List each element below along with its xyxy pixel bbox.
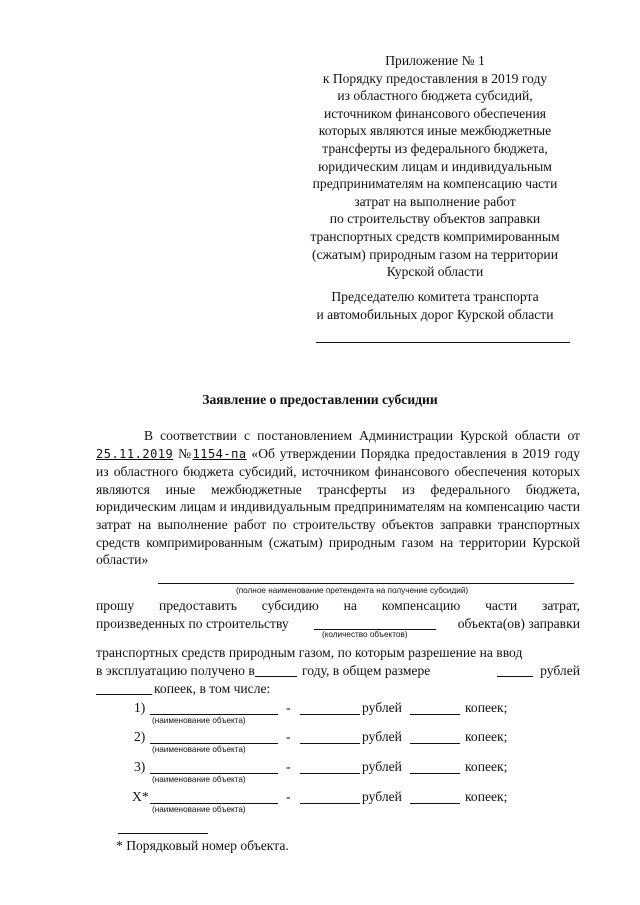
construction-line-end: объекта(ов) заправки xyxy=(457,616,580,631)
annex-heading xyxy=(290,52,580,281)
annex-line: трансферты из федерального бюджета, xyxy=(322,140,548,156)
resolution-number: 1154-па xyxy=(192,446,247,461)
object-name-field[interactable] xyxy=(150,803,278,804)
applicant-caption: (полное наименование претендента на получение субсидий) xyxy=(236,586,469,595)
object-kopecks-field[interactable] xyxy=(410,743,460,744)
received-line-end: рублей xyxy=(540,663,580,678)
recipient-line: и автомобильных дорог Курской области xyxy=(316,306,554,322)
annex-line: Приложение № 1 xyxy=(385,53,485,68)
object-kopecks-field[interactable] xyxy=(410,803,460,804)
recipient-line: Председателю комитета транспорта xyxy=(331,289,539,304)
object-rubles-field[interactable] xyxy=(300,743,360,744)
applicant-name-field[interactable] xyxy=(158,583,574,584)
object-name-field[interactable] xyxy=(150,773,278,774)
annex-line: из областного бюджета субсидий, xyxy=(337,88,533,104)
transport-line: транспортных средств природным газом, по которым разрешение на ввод xyxy=(96,645,523,660)
object-name-field[interactable] xyxy=(150,714,278,715)
annex-line: юридическим лицам и индивидуальным xyxy=(318,158,552,174)
object-kopecks-field[interactable] xyxy=(410,773,460,774)
annex-line: к Порядку предоставления в 2019 году xyxy=(322,70,548,86)
annex-line: источником финансового обеспечения xyxy=(324,105,546,121)
total-kopecks-field[interactable] xyxy=(96,694,152,695)
resolution-date: 25.11.2019 xyxy=(96,446,174,461)
annex-line: транспортных средств компримированным xyxy=(310,228,560,244)
count-caption: (количество объектов) xyxy=(322,630,408,639)
year-field[interactable] xyxy=(255,676,297,677)
footnote: * Порядковый номер объекта. xyxy=(116,838,289,853)
construction-line: произведенных по строительству xyxy=(96,616,289,631)
annex-line: по строительству объектов заправки xyxy=(329,211,541,227)
object-rubles-field[interactable] xyxy=(300,714,360,715)
kopecks-line: копеек, в том числе: xyxy=(154,681,271,696)
received-line: в эксплуатацию получено в xyxy=(96,663,255,678)
document-title: Заявление о предоставлении субсидии xyxy=(202,392,438,407)
recipient-name-field[interactable] xyxy=(316,342,570,343)
footnote-divider xyxy=(118,833,208,834)
request-line: прошу предоставить субсидию на компенсацию части затрат, xyxy=(96,598,580,613)
annex-line: которых являются иные межбюджетные xyxy=(318,123,552,139)
object-kopecks-field[interactable] xyxy=(410,714,460,715)
received-line-mid: году, в общем размере xyxy=(302,663,431,678)
object-rubles-field[interactable] xyxy=(300,803,360,804)
annex-line: затрат на выполнение работ xyxy=(354,193,516,209)
object-name-field[interactable] xyxy=(150,743,278,744)
object-rubles-field[interactable] xyxy=(300,773,360,774)
annex-line: Курской области xyxy=(386,264,484,280)
total-rubles-field[interactable] xyxy=(497,676,533,677)
document-page: Приложение № 1 к Порядку предоставления в 2019 году из областного бюджета субсидий, источником финансового обеспечения которых являются иные межбюджетные трансферты из федерального бюджета, юридическим лицам и индивидуальным предпринимателям на компенсацию части затрат на выполнение работ по строительству объектов заправки транспортных средств компримированным (сжатым) природным газом на территории Курской области Председателю комитета транспорта и автомобильных дорог Курской области Заявление о предоставлении субсидии В соответствии с постановлением Администрации Курской области от 25.11.2019 №1154-па «Об утверждении Порядка предоставления в 2019 году из областного бюджета субсидий, источником финансового обеспечения которых являются иные межбюджетные трансферты из федерального бюджета, юридическим лицам и индивидуальным предпринимателям на компенсацию части затрат на выполнение работ по строительству объектов заправки транспортных средств компримированным (сжатым) природным газом на территории Курской области» (полное наименование претендента на получение субсидий) прошу предоставить субсидию на компенсацию части затрат, произведенных по строительству объекта(ов) заправки (количество объектов) транспортных средств природным газом, по которым разрешение на ввод в эксплуатацию получено в году, в общем размере рублей копеек, в том числе: 1) - рублей копеек; (наименование объекта) 2) - рублей копеек; (наименование объекта) 3) - рублей копеек; (наименование объекта) Х* - рублей копеек; (наименование объекта) * Порядковый номер объекта. xyxy=(0,0,640,905)
annex-line: (сжатым) природным газом на территории xyxy=(311,246,558,262)
recipient-block xyxy=(290,288,580,323)
annex-line: предпринимателям на компенсацию части xyxy=(312,176,558,192)
statement-paragraph: В соответствии с постановлением Администрации Курской области от 25.11.2019 №1154-па «Об утверждении Порядка предоставления в 2019 году из областного бюджета субсидий, источником финансового обеспечения которых являются иные межбюджетные трансферты из федерального бюджета, юридическим лицам и индивидуальным предпринимателям на компенсацию части затрат на выполнение работ по строительству объектов заправки транспортных средств компримированным (сжатым) природным газом на территории Курской области» xyxy=(96,428,580,568)
